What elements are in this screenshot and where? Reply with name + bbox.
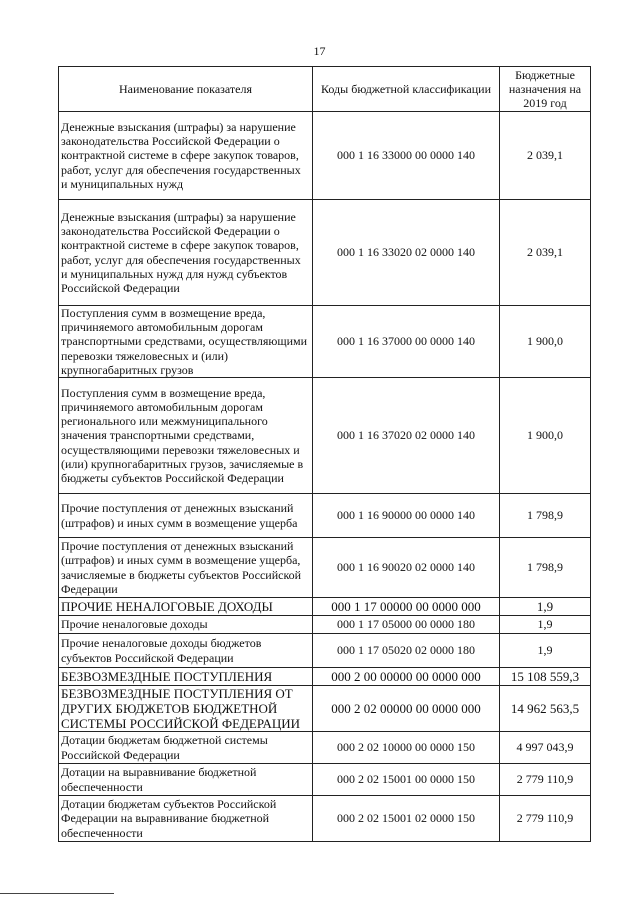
row-code: 000 1 16 90020 02 0000 140 [313, 538, 500, 598]
row-name: Поступления сумм в возмещение вреда, причиняемого автомобильным дорогам регионального или межмуниципального значения транспортными средствами, осуществляющими перевозки тяжеловесных и (или) крупногабаритных грузов, зачисляемые в бюджеты субъектов Российской Федерации [59, 378, 313, 494]
row-amount: 1 900,0 [500, 306, 591, 378]
row-name: Поступления сумм в возмещение вреда, причиняемого автомобильным дорогам транспортными средствами, осуществляющими перевозки тяжеловесных и (или) крупногабаритных грузов [59, 306, 313, 378]
row-code: 000 1 16 37020 02 0000 140 [313, 378, 500, 494]
row-amount: 1 798,9 [500, 538, 591, 598]
table-row [59, 732, 591, 764]
row-amount: 2 779 110,9 [500, 796, 591, 842]
row-amount: 1 900,0 [500, 378, 591, 494]
row-amount: 1,9 [500, 598, 591, 616]
table-row [59, 796, 591, 842]
table-row [59, 616, 591, 634]
row-amount: 14 962 563,5 [500, 686, 591, 732]
table-row [59, 112, 591, 200]
header-name: Наименование показателя [59, 67, 313, 112]
row-amount: 2 039,1 [500, 112, 591, 200]
table-row [59, 306, 591, 378]
row-amount: 1,9 [500, 634, 591, 668]
table-row [59, 686, 591, 732]
budget-table [58, 66, 591, 842]
row-code: 000 2 02 00000 00 0000 000 [313, 686, 500, 732]
row-code: 000 1 17 05020 02 0000 180 [313, 634, 500, 668]
row-name: Прочие неналоговые доходы [59, 616, 313, 634]
row-amount: 4 997 043,9 [500, 732, 591, 764]
row-name: ПРОЧИЕ НЕНАЛОГОВЫЕ ДОХОДЫ [59, 598, 313, 616]
header-code: Коды бюджетной классификации [313, 67, 500, 112]
row-name: БЕЗВОЗМЕЗДНЫЕ ПОСТУПЛЕНИЯ [59, 668, 313, 686]
row-code: 000 2 00 00000 00 0000 000 [313, 668, 500, 686]
row-code: 000 1 16 37000 00 0000 140 [313, 306, 500, 378]
row-code: 000 1 17 00000 00 0000 000 [313, 598, 500, 616]
row-name: Дотации на выравнивание бюджетной обеспеченности [59, 764, 313, 796]
row-name: Денежные взыскания (штрафы) за нарушение законодательства Российской Федерации о контрактной системе в сфере закупок товаров, работ, услуг для обеспечения государственных и муниципальных нужд для нужд субъектов Российской Федерации [59, 200, 313, 306]
table-row [59, 668, 591, 686]
table-row [59, 200, 591, 306]
header-amount: Бюджетные назначения на 2019 год [500, 67, 591, 112]
row-amount: 15 108 559,3 [500, 668, 591, 686]
row-code: 000 2 02 15001 02 0000 150 [313, 796, 500, 842]
row-name: Прочие неналоговые доходы бюджетов субъектов Российской Федерации [59, 634, 313, 668]
table-row [59, 764, 591, 796]
table-row [59, 634, 591, 668]
row-amount: 1 798,9 [500, 494, 591, 538]
row-code: 000 1 16 33020 02 0000 140 [313, 200, 500, 306]
row-code: 000 2 02 15001 00 0000 150 [313, 764, 500, 796]
table-row [59, 494, 591, 538]
row-name: Прочие поступления от денежных взысканий (штрафов) и иных сумм в возмещение ущерба [59, 494, 313, 538]
row-code: 000 1 16 90000 00 0000 140 [313, 494, 500, 538]
table-row [59, 538, 591, 598]
table-row [59, 378, 591, 494]
row-name: Денежные взыскания (штрафы) за нарушение законодательства Российской Федерации о контрактной системе в сфере закупок товаров, работ, услуг для обеспечения государственных и муниципальных нужд [59, 112, 313, 200]
row-name: Прочие поступления от денежных взысканий (штрафов) и иных сумм в возмещение ущерба, зачисляемые в бюджеты субъектов Российской Федерации [59, 538, 313, 598]
footnote-divider [0, 893, 114, 894]
row-amount: 2 039,1 [500, 200, 591, 306]
row-code: 000 1 17 05000 00 0000 180 [313, 616, 500, 634]
table-row [59, 598, 591, 616]
row-name: Дотации бюджетам субъектов Российской Федерации на выравнивание бюджетной обеспеченности [59, 796, 313, 842]
table-header-row [59, 67, 591, 112]
row-name: Дотации бюджетам бюджетной системы Российской Федерации [59, 732, 313, 764]
row-code: 000 2 02 10000 00 0000 150 [313, 732, 500, 764]
row-amount: 2 779 110,9 [500, 764, 591, 796]
row-amount: 1,9 [500, 616, 591, 634]
row-name: БЕЗВОЗМЕЗДНЫЕ ПОСТУПЛЕНИЯ ОТ ДРУГИХ БЮДЖЕТОВ БЮДЖЕТНОЙ СИСТЕМЫ РОССИЙСКОЙ ФЕДЕРАЦИИ [59, 686, 313, 732]
page-number: 17 [313, 44, 326, 58]
row-code: 000 1 16 33000 00 0000 140 [313, 112, 500, 200]
